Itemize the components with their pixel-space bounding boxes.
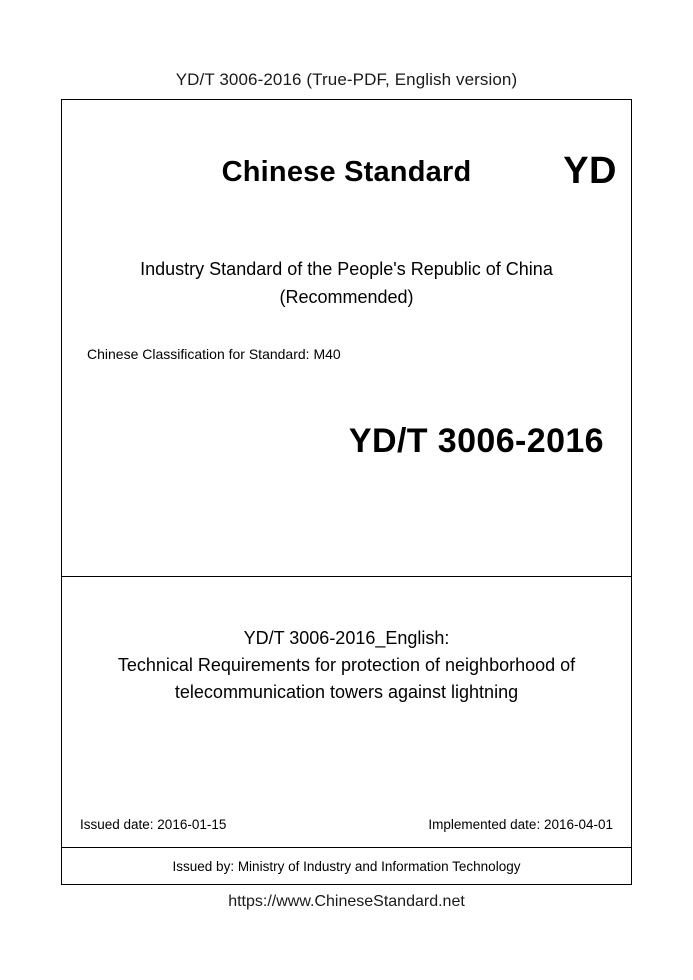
footer-website-link[interactable]: https://www.ChineseStandard.net: [228, 893, 465, 910]
document-title: [92, 625, 601, 706]
industry-standard-block: [62, 255, 631, 311]
issued-date: Issued date: 2016-01-15: [80, 817, 227, 832]
page-header-title: YD/T 3006-2016 (True-PDF, English version): [175, 70, 518, 89]
standard-heading: [62, 150, 631, 198]
industry-standard-line-1: Industry Standard of the People's Republic of China: [140, 259, 553, 279]
document-title-line-3: telecommunication towers against lightning: [174, 682, 519, 702]
issuer-section: [62, 848, 631, 885]
classification-code: Chinese Classification for Standard: M40: [87, 346, 341, 362]
issuer-text: Issued by: Ministry of Industry and Information Technology: [172, 859, 521, 874]
chinese-standard-label: Chinese Standard: [221, 156, 472, 188]
yd-logo: YD: [563, 150, 617, 192]
document-title-line-1: YD/T 3006-2016_English:: [243, 628, 450, 648]
cover-lower-section: [62, 577, 631, 848]
cover-upper-section: [62, 100, 631, 577]
implemented-date: Implemented date: 2016-04-01: [428, 817, 613, 832]
cover-frame: [61, 99, 632, 885]
industry-standard-line-2: (Recommended): [279, 287, 414, 307]
standard-number: YD/T 3006-2016: [348, 422, 604, 460]
document-title-line-2: Technical Requirements for protection of neighborhood of: [117, 655, 576, 675]
